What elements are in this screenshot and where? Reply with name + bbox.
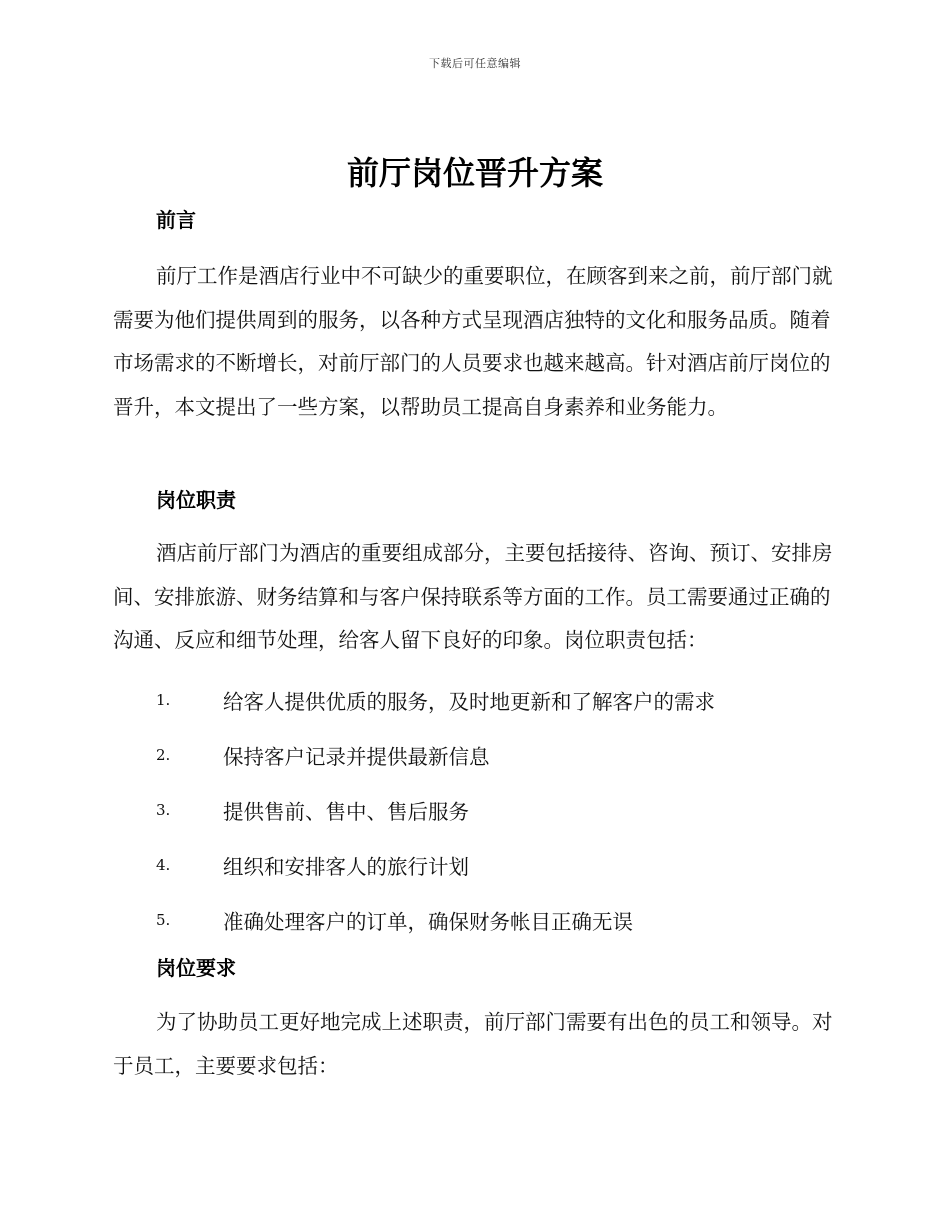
list-item-text: 准确处理客户的订单，确保财务帐目正确无误: [223, 909, 633, 934]
duties-paragraph: 酒店前厅部门为酒店的重要组成部分，主要包括接待、咨询、预订、安排房间、安排旅游、财务结算和与客户保持联系等方面的工作。员工需要通过正确的沟通、反应和细节处理，给客人留下良好的印象。岗位职责包括：: [113, 541, 833, 652]
list-item-text: 组织和安排客人的旅行计划: [223, 854, 469, 879]
list-item: [113, 672, 838, 727]
preface-paragraph: 前厅工作是酒店行业中不可缺少的重要职位，在顾客到来之前，前厅部门就需要为他们提供周到的服务，以各种方式呈现酒店独特的文化和服务品质。随着市场需求的不断增长，对前厅部门的人员要求也越来越高。针对酒店前厅岗位的晋升，本文提出了一些方案，以帮助员工提高自身素养和业务能力。: [113, 264, 833, 419]
duties-list: [113, 672, 838, 947]
list-item: [113, 837, 838, 892]
list-item-number: 2.: [156, 745, 171, 764]
section-heading-duties: 岗位职责: [156, 488, 236, 512]
list-item: [113, 782, 838, 837]
list-item: [113, 727, 838, 782]
list-item-text: 提供售前、售中、售后服务: [223, 799, 469, 824]
section-heading-preface: 前言: [156, 208, 196, 232]
requirements-paragraph: 为了协助员工更好地完成上述职责，前厅部门需要有出色的员工和领导。对于员工，主要要求包括：: [113, 1010, 833, 1078]
list-item-number: 1.: [156, 690, 171, 709]
header-note: 下载后可任意编辑: [429, 57, 521, 70]
list-item-number: 5.: [156, 910, 171, 929]
list-item-text: 给客人提供优质的服务，及时地更新和了解客户的需求: [223, 689, 715, 714]
section-heading-requirements: 岗位要求: [156, 956, 236, 980]
list-item-text: 保持客户记录并提供最新信息: [223, 744, 490, 769]
list-item-number: 4.: [156, 855, 171, 874]
document-title: 前厅岗位晋升方案: [346, 154, 603, 192]
list-item: [113, 892, 838, 947]
list-item-number: 3.: [156, 800, 171, 819]
